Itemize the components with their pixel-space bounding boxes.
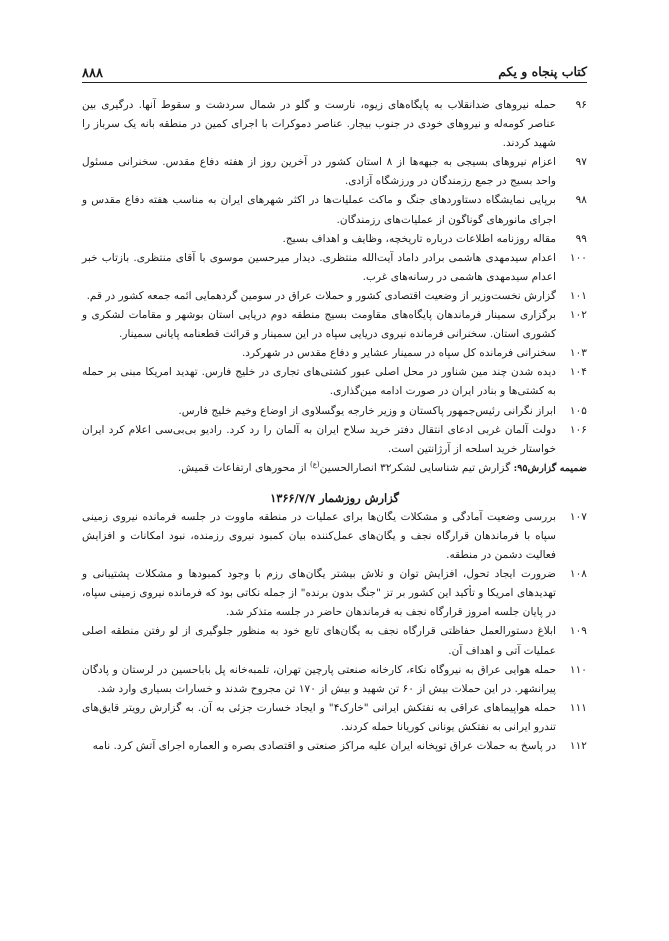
entry-item <box>82 622 587 660</box>
entry-number: ۱۰۱ <box>569 289 587 302</box>
entry-item <box>82 508 587 565</box>
appendix-label: ضمیمه گزارش۹۵: <box>513 462 587 474</box>
entry-text: برپایی نمایشگاه دستاوردهای جنگ و ماکت عملیات‌ها در اکثر شهرهای ایران به مناسب هفته دفاع مقدس و اجرای مانورهای گوناگون از عملیات‌های رزمندگان. <box>82 194 556 226</box>
entry-item <box>82 344 587 363</box>
entry-text: حمله هوایی عراق به نیروگاه نکاء، کارخانه صنعتی پارچین تهران، تلمبه‌خانه پل باباحسین در لرستان و پادگان پیرانشهر. در این حملات بیش از ۶۰ تن شهید و بیش از ۱۷۰ تن مجروح شدند و خسارات بسیاری وارد شد. <box>82 663 556 695</box>
entry-item <box>82 363 587 401</box>
entry-text: دیده شدن چند مین شناور در محل اصلی عبور کشتی‌های تجاری در خلیج فارس. تهدید امریکا مبنی بر حمله به کشتی‌ها و بنادر ایران در صورت ادامه مین‌گذاری. <box>82 366 556 398</box>
entry-text: اعزام نیروهای بسیجی به جبهه‌ها از ۸ استان کشور در آخرین روز از هفته دفاع مقدس. سخنرانی مسئول واحد بسیج در جمع رزمندگان در ورزشگاه آزادی. <box>82 156 556 188</box>
entry-number: ۹۶ <box>575 99 587 111</box>
entry-number: ۱۰۹ <box>569 625 587 638</box>
page-content <box>82 96 587 756</box>
entry-item <box>82 661 587 699</box>
entry-text: بررسی وضعیت آمادگی و مشکلات یگان‌ها برای عملیات در منطقه ماووت در جلسه فرمانده نیروی زمینی سپاه با فرماندهان قرارگاه نجف و یگان‌های عمل‌کننده بیان کمبود نیروی رزمنده، نبود امکانات و افزایش فعالیت دشمن در منطقه. <box>82 510 556 562</box>
entry-text: اعدام سیدمهدی هاشمی برادر داماد آیت‌الله منتظری. دیدار میرحسین موسوی با آقای منتظری. بازتاب خبر اعدام سیدمهدی هاشمی در رسانه‌های غرب. <box>82 251 556 283</box>
appendix-superscript: (ع) <box>309 460 320 469</box>
entry-item <box>82 565 587 622</box>
entry-text: حمله هواپیماهای عراقی به نفتکش ایرانی "خارک۴" و ایجاد خسارت جزئی به آن. به گزارش رویتر قایق‌های تندرو ایرانی به نفتکش یونانی کوریانا حمله کردند. <box>82 701 556 733</box>
entry-number: ۱۰۰ <box>569 251 587 264</box>
entry-number: ۹۸ <box>575 194 587 207</box>
entry-item <box>82 249 587 287</box>
entry-item <box>82 153 587 191</box>
entry-item <box>82 230 587 249</box>
entry-number: ۱۰۸ <box>569 568 587 581</box>
appendix-text-end: از محورهای ارتفاعات قمیش. <box>177 461 310 474</box>
page-header <box>82 60 587 82</box>
entry-item <box>82 402 587 421</box>
entry-number: ۱۰۴ <box>569 366 587 379</box>
entry-text: سخنرانی فرمانده کل سپاه در سمینار عشایر و دفاع مقدس در شهرکرد. <box>241 347 556 360</box>
entry-number: ۹۷ <box>575 156 587 169</box>
entry-item <box>82 96 587 153</box>
book-title: کتاب پنجاه و یکم <box>498 64 587 79</box>
entry-text: ضرورت ایجاد تحول، افزایش توان و تلاش بیشتر یگان‌های رزم با وجود کمبودها و مشکلات پشتیبانی و تهدیدهای امریکا و تأکید این کشور بر تز "جنگ بدون برنده" از جمله نکاتی بود که فرمانده نیروی زمینی سپاه، در پایان جلسه امروز قرارگاه نجف به فرماندهان حاضر در جلسه متذکر شد. <box>82 568 556 619</box>
entry-number: ۱۰۷ <box>569 510 587 523</box>
entry-text: گزارش نخست‌وزیر از وضعیت اقتصادی کشور و حملات عراق در سومین گردهمایی ائمه جمعه کشور در قم. <box>86 289 556 302</box>
entry-text: مقاله روزنامه اطلاعات درباره تاریخچه، وظایف و اهداف بسیج. <box>282 232 556 245</box>
entry-item <box>82 737 587 756</box>
entry-text: ابلاغ دستورالعمل حفاظتی قرارگاه نجف به یگان‌های تابع خود به منظور جلوگیری از لو رفتن منطقه اصلی عملیات آتی و اهداف آن. <box>82 625 556 657</box>
entry-number: ۱۰۶ <box>569 423 587 436</box>
entry-number: ۹۹ <box>575 232 587 245</box>
entry-text: دولت آلمان غربی ادعای انتقال دفتر خرید سلاح ایران به آلمان را رد کرد. رادیو بی‌بی‌سی اعلام کرد ایران خواستار خرید اسلحه از آرژانتین است. <box>82 423 556 455</box>
section-title: گزارش روزشمار ۱۳۶۶/۷/۷ <box>270 490 399 505</box>
header-rule <box>82 82 587 83</box>
entry-number: ۱۰۵ <box>569 404 587 417</box>
entry-number: ۱۰۲ <box>569 309 587 322</box>
entry-item <box>82 699 587 737</box>
entries-list-b <box>82 508 587 756</box>
entry-item <box>82 421 587 459</box>
appendix-text: گزارش تیم شناسایی لشکر۳۲ انصارالحسین <box>319 461 514 474</box>
entry-text: ابراز نگرانی رئیس‌جمهور پاکستان و وزیر خارجه یوگسلاوی از اوضاع وخیم خلیج فارس. <box>178 404 556 417</box>
entry-text: در پاسخ به حملات عراق توپخانه ایران علیه مراکز صنعتی و اقتصادی بصره و العماره اجرای آتش کرد. نامه <box>92 740 556 752</box>
page-number: ۸۸۸ <box>82 66 103 81</box>
entry-item <box>82 306 587 344</box>
entry-number: ۱۱۱ <box>569 701 587 714</box>
entry-text: برگزاری سمینار فرماندهان پایگاه‌های مقاومت بسیج منطقه دوم دریایی استان بوشهر و مقامات لشکری و کشوری استان. سخنرانی فرمانده نیروی دریایی سپاه در این سمینار و قرائت قطعنامه پایانی سمینار. <box>82 309 556 341</box>
entry-number: ۱۰۳ <box>569 347 587 360</box>
appendix-note <box>82 459 587 478</box>
entry-item <box>82 287 587 306</box>
entries-list-a <box>82 96 587 459</box>
entry-text: حمله نیروهای ضدانقلاب به پایگاه‌های زیوه، نارست و گلو در شمال سردشت و سقوط آنها. درگیری بین عناصر کومه‌له و نیروهای خودی در جنوب بیجار. عناصر دموکرات با اجرای کمین در منطقه بانه یک سرباز را شهید کردند. <box>82 99 556 150</box>
entry-number: ۱۱۲ <box>569 740 587 752</box>
entry-item <box>82 191 587 229</box>
entry-number: ۱۱۰ <box>569 663 587 676</box>
